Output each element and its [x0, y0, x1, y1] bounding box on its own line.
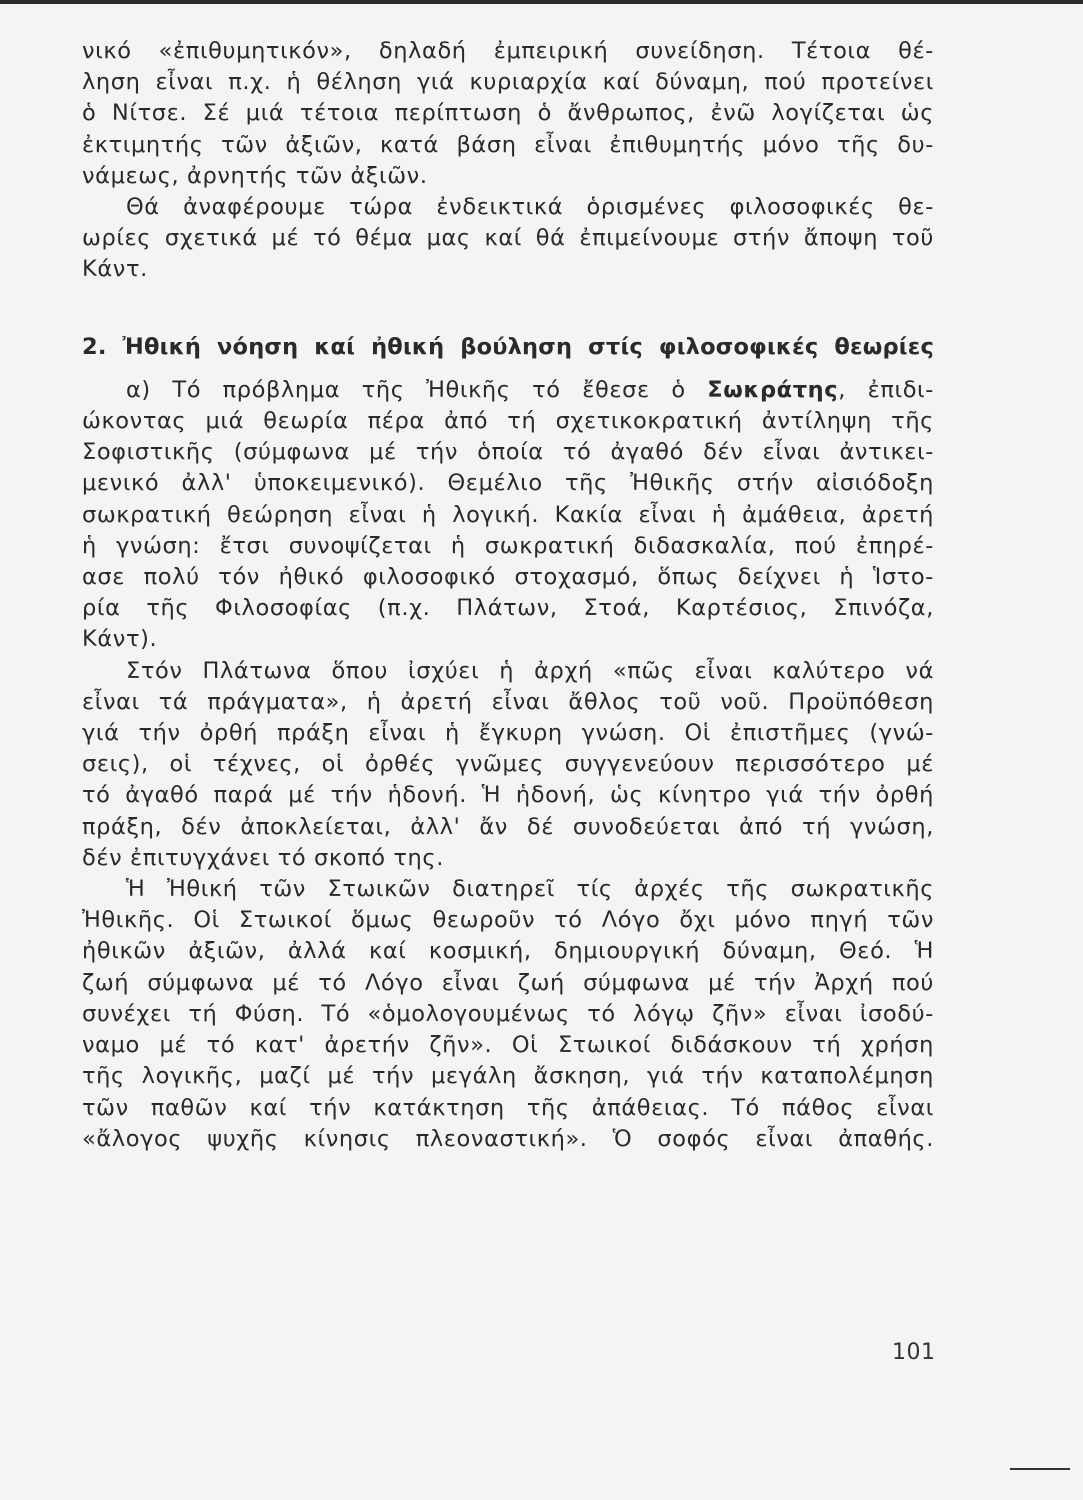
text-line: συνέχει τή Φύση. Τό «ὁμολογουμένως τό λόγῳ ζῆν» εἶναι ἰσοδύ- — [82, 1000, 934, 1027]
page-top-edge — [0, 0, 1083, 4]
text-line: δέν ἐπιτυγχάνει τό σκοπό της. — [82, 844, 444, 871]
text-line: ωρίες σχετικά μέ τό θέμα μας καί θά ἐπιμείνουμε στήν ἄποψη τοῦ — [82, 225, 934, 252]
text-line: εἶναι τά πράγματα», ἡ ἀρετή εἶναι ἄθλος τοῦ νοῦ. Προϋπόθεση — [82, 688, 934, 715]
paragraph-stoics — [82, 874, 934, 1155]
text-fragment: α) Τό πρόβλημα τῆς Ἠθικῆς τό ἔθεσε ὁ — [126, 376, 708, 403]
text-line: ἠθικῶν ἀξιῶν, ἀλλά καί κοσμική, δημιουργική δύναμη, Θεό. Ἡ — [82, 938, 934, 965]
text-fragment: , ἐπιδι- — [838, 376, 934, 403]
text-line: τό ἀγαθό παρά μέ τήν ἡδονή. Ἡ ἡδονή, ὡς κίνητρο γιά τήν ὀρθή — [82, 782, 934, 809]
text-line: ασε πολύ τόν ἠθικό φιλοσοφικό στοχασμό, ὅπως δείχνει ἡ Ἱστο- — [82, 564, 934, 591]
paragraph-socrates — [82, 375, 934, 656]
text-line: ρία τῆς Φιλοσοφίας (π.χ. Πλάτων, Στοά, Καρτέσιος, Σπινόζα, — [82, 595, 934, 622]
text-line: ζωή σύμφωνα μέ τό Λόγο εἶναι ζωή σύμφωνα μέ τήν Ἀρχή πού — [82, 969, 934, 996]
text-line: ναμο μέ τό κατ' ἀρετήν ζῆν». Οἱ Στωικοί διδάσκουν τή χρήση — [82, 1032, 934, 1059]
scan-edge-mark — [1010, 1468, 1070, 1470]
paragraph-intro — [82, 192, 934, 286]
text-line: Στόν Πλάτωνα ὅπου ἰσχύει ἡ ἀρχή «πῶς εἶναι καλύτερο νά — [126, 657, 934, 684]
text-line: Θά ἀναφέρουμε τώρα ἐνδεικτικά ὁρισμένες φιλοσοφικές θε- — [126, 194, 934, 221]
text-line: ώκοντας μιά θεωρία πέρα ἀπό τή σχετικοκρατική ἀντίληψη τῆς — [82, 408, 934, 435]
text-line: Σοφιστικῆς (σύμφωνα μέ τήν ὁποία τό ἀγαθό δέν εἶναι ἀντικει- — [82, 439, 934, 466]
text-line: γιά τήν ὀρθή πράξη εἶναι ἡ ἔγκυρη γνώση. Οἱ ἐπιστῆμες (γνώ- — [82, 720, 934, 747]
book-page-text — [82, 36, 934, 1155]
text-line: νικό «ἐπιθυμητικόν», δηλαδή ἐμπειρική συνείδηση. Τέτοια θέ- — [82, 38, 934, 64]
text-line: τῶν παθῶν καί τήν κατάκτηση τῆς ἀπάθειας. Τό πάθος εἶναι — [82, 1094, 934, 1121]
page-number: 101 — [892, 1340, 936, 1365]
bold-name-socrates: Σωκράτης — [707, 376, 839, 403]
paragraph-continuation — [82, 36, 934, 192]
text-line: Κάντ. — [82, 256, 148, 283]
text-line: Κάντ). — [82, 626, 158, 653]
text-line: ληση εἶναι π.χ. ἡ θέληση γιά κυριαρχία καί δύναμη, πού προτείνει — [82, 69, 934, 96]
text-line: Ἠθικῆς. Οἱ Στωικοί ὅμως θεωροῦν τό Λόγο ὄχι μόνο πηγή τῶν — [82, 907, 934, 934]
text-line: Ἡ Ἠθική τῶν Στωικῶν διατηρεῖ τίς ἀρχές τῆς σωκρατικῆς — [126, 876, 934, 903]
text-line: σωκρατική θεώρηση εἶναι ἡ λογική. Κακία εἶναι ἡ ἀμάθεια, ἀρετή — [82, 501, 934, 528]
section-heading: 2. Ἠθική νόηση καί ἠθική βούληση στίς φιλοσοφικές θεωρίες — [82, 333, 934, 360]
text-line: μενικό ἀλλ' ὑποκειμενικό). Θεμέλιο τῆς Ἠθικῆς στήν αἰσιόδοξη — [82, 470, 934, 497]
text-line: πράξη, δέν ἀποκλείεται, ἀλλ' ἄν δέ συνοδεύεται ἀπό τή γνώση, — [82, 813, 934, 840]
text-line: σεις), οἱ τέχνες, οἱ ὀρθές γνῶμες συγγενεύουν περισσότερο μέ — [82, 751, 934, 778]
text-line: νάμεως, ἀρνητής τῶν ἀξιῶν. — [82, 162, 428, 189]
text-line: ὁ Νίτσε. Σέ μιά τέτοια περίπτωση ὁ ἄνθρωπος, ἐνῶ λογίζεται ὡς — [82, 100, 934, 127]
text-line: ἡ γνώση: ἔτσι συνοψίζεται ἡ σωκρατική διδασκαλία, πού ἐπηρέ- — [82, 532, 934, 559]
text-line-with-bold-name — [82, 375, 934, 406]
text-line: «ἄλογος ψυχῆς κίνησις πλεοναστική». Ὁ σοφός εἶναι ἀπαθής. — [82, 1125, 934, 1152]
text-line: ἐκτιμητής τῶν ἀξιῶν, κατά βάση εἶναι ἐπιθυμητής μόνο τῆς δυ- — [82, 131, 934, 158]
text-line: τῆς λογικῆς, μαζί μέ τήν μεγάλη ἄσκηση, γιά τήν καταπολέμηση — [82, 1063, 934, 1090]
paragraph-plato — [82, 656, 934, 874]
